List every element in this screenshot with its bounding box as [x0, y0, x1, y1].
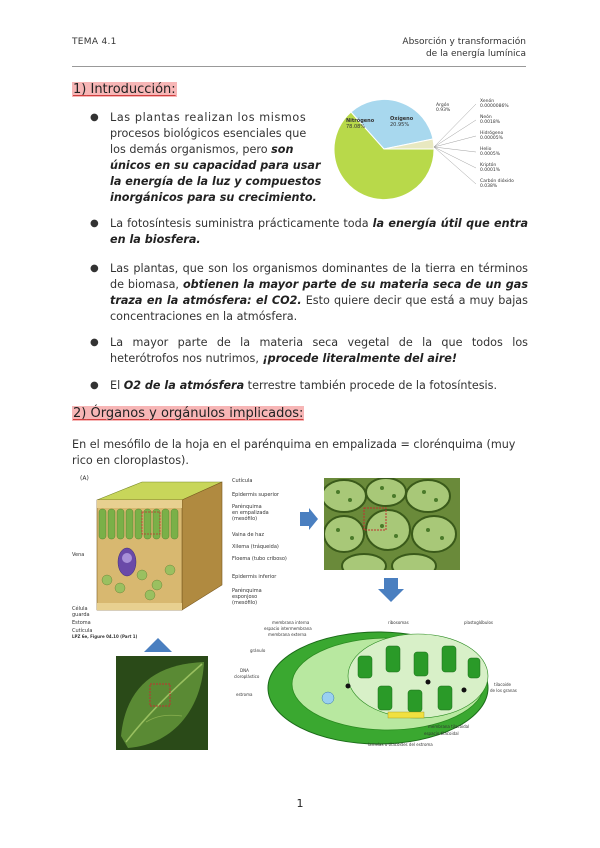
- leaf-figure-caption: LPZ 6e, Figure 04.10 (Part 1): [72, 634, 138, 639]
- pie-label-helium-value: 0.0005%: [480, 152, 501, 157]
- leaf-side-face: [182, 482, 222, 610]
- leaf-label-guarda: guarda: [72, 612, 90, 618]
- leaf-palisade-cells: [99, 509, 178, 539]
- arrow-down-icon: [378, 578, 404, 602]
- section1-heading: [72, 82, 177, 97]
- leaf-label-epidermis-sup: Epidermis superior: [232, 492, 279, 498]
- b3-text2: Esto quiere decir que está a muy bajas concentraciones en la atmósfera.: [110, 294, 528, 323]
- chloroplast-diagram: [228, 616, 530, 750]
- section2-number: 2): [73, 406, 87, 421]
- leaf-photo: [116, 656, 208, 750]
- header-topic-line1: Absorción y transformación: [402, 37, 526, 47]
- cp-label-ribosomas: ribosomas: [388, 620, 409, 625]
- b4-text: La mayor parte de la materia seca vegetal de la que todos los heterótrofos nos nutrimos,: [110, 336, 528, 365]
- header-topic: [402, 36, 526, 60]
- bullet-heterotrophs: [90, 335, 528, 367]
- leaf-left-labels: [72, 552, 92, 634]
- pie-label-argon-value: 0.93%: [436, 108, 451, 113]
- bullet-dot: ●: [90, 112, 99, 123]
- pie-label-hydrogen-value: 0.00005%: [480, 136, 503, 141]
- leaf-label-mesofilo: (mesófilo): [232, 516, 258, 522]
- b1-line4: únicos en su capacidad para usar: [110, 159, 321, 172]
- b1-line3b: son: [271, 143, 294, 156]
- b3-emph: obtienen la mayor parte de su materia seca de un gas traza en la atmósfera: el CO2.: [110, 278, 528, 307]
- bullet-biomass-co2: [90, 261, 528, 325]
- header-topic-line2: de la energía lumínica: [425, 49, 526, 59]
- b5-emph: O2 de la atmósfera: [123, 379, 245, 392]
- leaf-label-estoma: Estoma: [72, 620, 91, 626]
- chloroplast-dna: [322, 692, 334, 704]
- bullet-photosynthesis-energy: [90, 216, 528, 248]
- leaf-label-celula: Célula: [72, 606, 88, 612]
- bullet-dot: ●: [90, 263, 99, 274]
- pie-label-neon-value: 0.0018%: [480, 120, 501, 125]
- cp-label-espacio-tilacoidal: espacio tilacoidal: [424, 731, 459, 736]
- b2-emph: la energía útil que entra en la biosfera.: [110, 217, 528, 246]
- cp-label-espacio-intermembrana: espacio intermembrana: [264, 626, 312, 631]
- header-divider: [72, 66, 526, 67]
- chloroplast-top-labels: [388, 620, 493, 625]
- leaf-vein-xylem: [122, 553, 132, 563]
- pie-label-oxygen-name: Oxígeno: [390, 116, 414, 122]
- bullet-plants-unique: [90, 110, 324, 206]
- leaf-label-cuticula2: Cutícula: [72, 628, 93, 634]
- pie-label-helium-name: Helio: [480, 147, 492, 152]
- leaf-label-cuticula: Cutícula: [232, 478, 253, 484]
- leaf-panel-label: (A): [80, 475, 89, 482]
- cp-label-tilacoide: tilacoide: [494, 682, 511, 687]
- page-number: 1: [296, 797, 304, 810]
- b1-line3: [110, 142, 324, 158]
- pie-label-hydrogen-name: Hidrógeno: [480, 131, 504, 136]
- pie-label-krypton-value: 0.0001%: [480, 168, 501, 173]
- bullet-dot: ●: [90, 380, 99, 391]
- section1-number: 1): [73, 82, 87, 97]
- pie-label-neon-name: Neón: [480, 115, 492, 120]
- header-course: TEMA 4.1: [72, 37, 117, 47]
- section2-title: Órganos y orgánulos implicados:: [90, 406, 304, 421]
- atmosphere-pie-figure: [326, 92, 532, 206]
- b2-text: La fotosíntesis suministra prácticamente toda: [110, 217, 373, 230]
- pie-label-nitrogen-name: Nitrógeno: [346, 118, 375, 124]
- leaf-label-mesofilo2: (mesófilo): [232, 600, 258, 606]
- cp-label-plastoglobulos: plastoglóbulos: [464, 620, 494, 625]
- pie-label-argon-name: Argón: [436, 103, 450, 108]
- cp-label-cloroplastico: cloroplástico: [234, 674, 260, 679]
- leaf-label-parenquima2: Parénquima: [232, 588, 262, 594]
- b5-text: El: [110, 379, 124, 392]
- leaf-label-parenquima: Parénquima: [232, 504, 262, 510]
- section2-highlight: [72, 406, 304, 421]
- bullet-dot: ●: [90, 218, 99, 229]
- section2-para-line1: En el mesófilo de la hoja en el parénquima en empalizada = clorénquima (muy: [72, 438, 516, 451]
- cp-label-membrana-tilacoidal: membrana tilacoidal: [428, 724, 470, 729]
- pie-label-krypton-name: Kriptón: [480, 163, 497, 168]
- palisade-micrograph: [324, 478, 460, 570]
- cp-label-membrana-interna: membrana interna: [272, 620, 310, 625]
- b1-line2: procesos biológicos esenciales que: [110, 127, 307, 140]
- chloroplast-stroma-lamella: [388, 712, 424, 718]
- leaf-cross-section-figure: [72, 470, 312, 640]
- bullet-oxygen-origin: [90, 378, 528, 394]
- bullet-dot: ●: [90, 337, 99, 348]
- arrow-up-icon: [144, 638, 172, 652]
- cp-label-granas: de los granas: [490, 688, 517, 693]
- section2-para-line2: rico en cloroplastos).: [72, 454, 189, 467]
- cp-label-dna: DNA: [240, 668, 249, 673]
- b3-text: Las plantas, que son los organismos dominantes de la tierra en términos de biomasa,: [110, 262, 528, 291]
- leaf-lower-epidermis: [97, 603, 182, 610]
- b1-line3a: los demás organismos, pero: [110, 143, 272, 156]
- pie-label-nitrogen-value: 78.08%: [346, 124, 366, 130]
- cp-label-granulo: gránulo: [250, 648, 266, 653]
- cp-label-lamelas: lamelas o tilacoides del estroma: [368, 742, 433, 747]
- arrow-right-icon: [300, 508, 318, 530]
- section1-highlight: [72, 82, 177, 97]
- section2-paragraph: [72, 437, 528, 469]
- leaf-label-esponjoso: esponjoso: [232, 594, 258, 600]
- leaf-label-floema: Floema (tubo criboso): [232, 556, 287, 562]
- section1-title: Introducción:: [90, 82, 176, 97]
- pie-label-xenon-value: 0.0000086%: [480, 104, 509, 109]
- cp-label-membrana-externa: membrana externa: [268, 632, 307, 637]
- pie-label-co2-value: 0.038%: [480, 184, 498, 189]
- b1-line6: inorgánicos para su crecimiento.: [110, 191, 317, 204]
- leaf-label-vaina: Vaina de haz: [232, 532, 265, 538]
- b4-emph: ¡procede literalmente del aire!: [262, 352, 457, 365]
- b1-line1: Las plantas realizan los mismos: [110, 111, 307, 124]
- leaf-right-labels: [232, 477, 287, 606]
- cp-label-estroma: estroma: [236, 692, 253, 697]
- leaf-label-vena: Vena: [72, 552, 85, 558]
- pie-label-oxygen-value: 20.95%: [390, 122, 410, 128]
- leaf-upper-epidermis: [97, 500, 182, 508]
- leaf-label-xilema: Xilema (tráqueida): [232, 544, 279, 550]
- leaf-label-empalizada: en empalizada: [232, 510, 269, 516]
- section2-heading: [72, 406, 304, 421]
- leaf-label-epidermis-inf: Epidermis inferior: [232, 574, 277, 580]
- pie-label-xenon-name: Xenón: [480, 99, 495, 104]
- b1-line5: la energía de la luz y compuestos: [110, 175, 322, 188]
- b5-text2: terrestre también procede de la fotosíntesis.: [244, 379, 498, 392]
- pie-label-co2-name: Carbón dióxido: [480, 179, 514, 184]
